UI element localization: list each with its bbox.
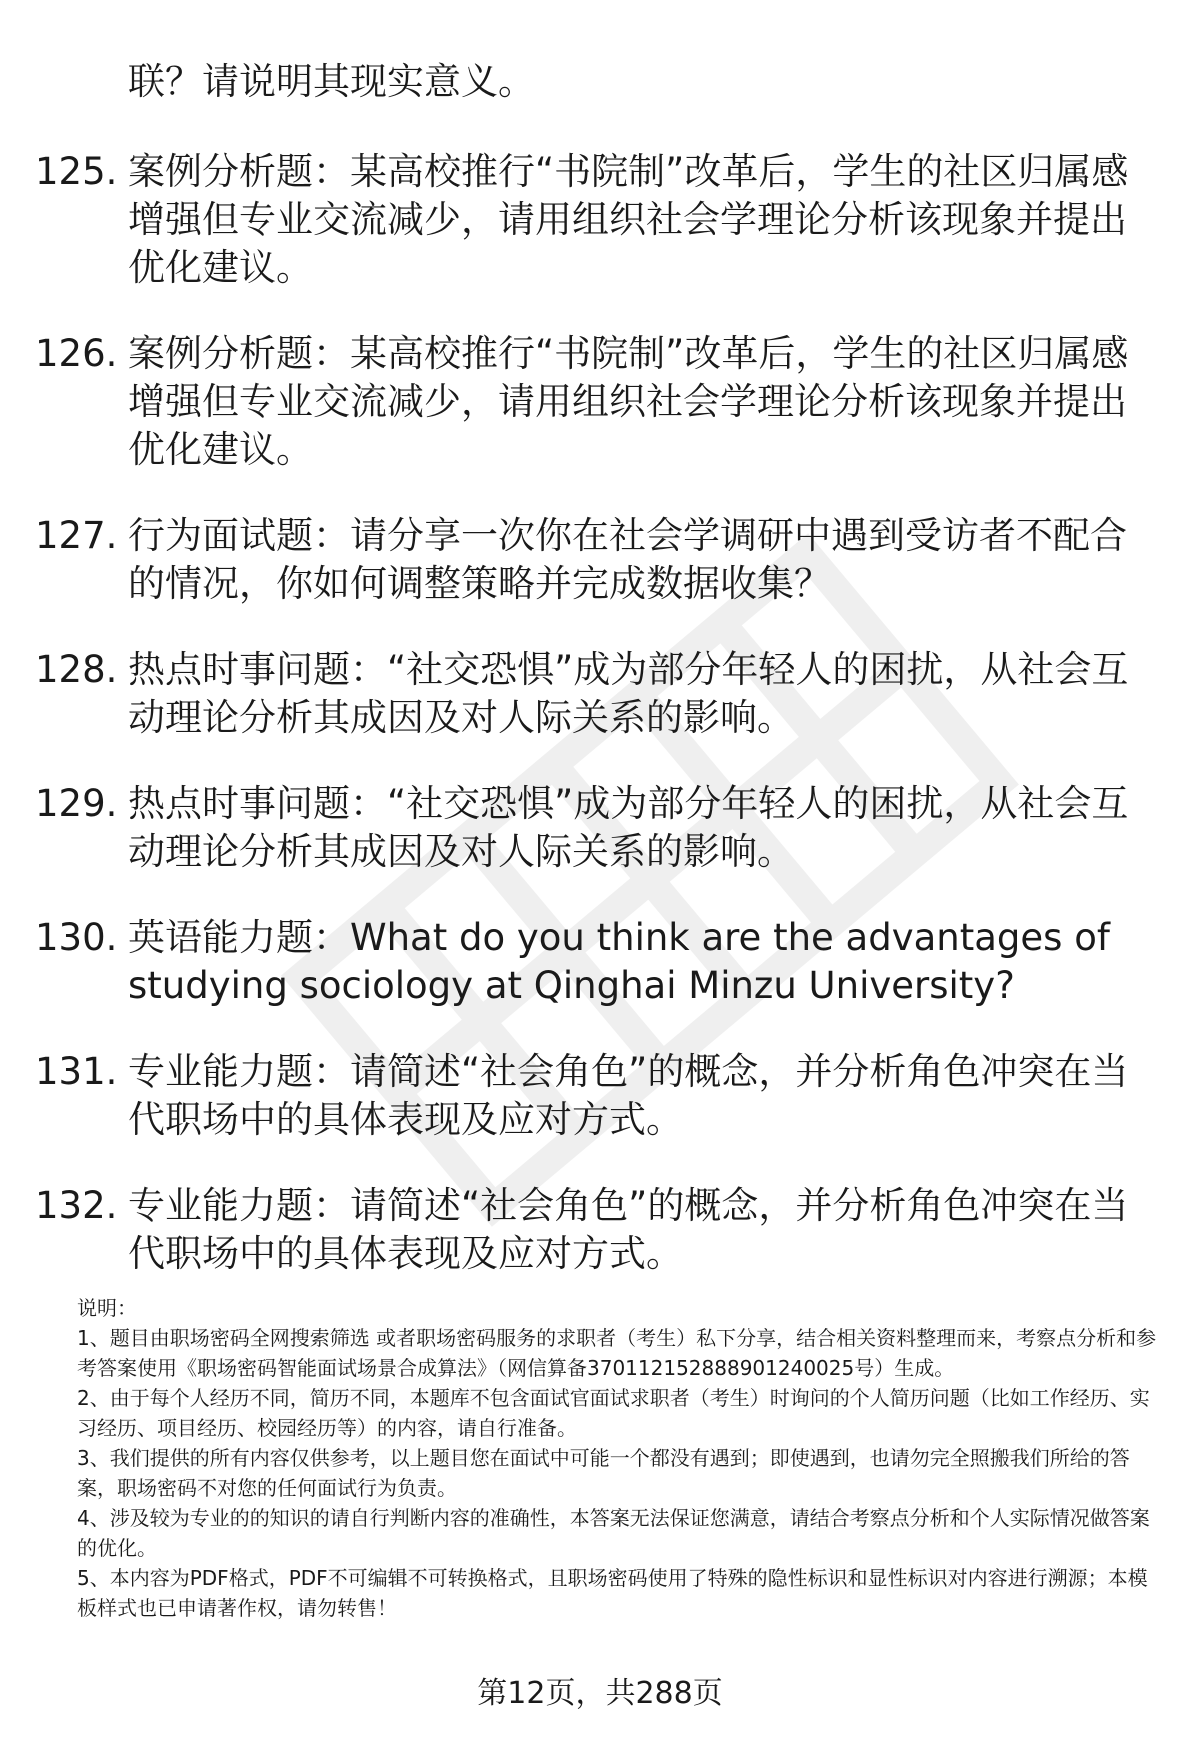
question-number: 132.	[35, 1184, 118, 1227]
question-continuation-text: 联？请说明其现实意义。	[128, 60, 535, 103]
question-text: 行为面试题：请分享一次你在社会学调研中遇到受访者不配合的情况，你如何调整策略并完成数据收集？	[128, 514, 1127, 605]
question-number: 130.	[35, 916, 118, 959]
question-text: 英语能力题：What do you think are the advantages of studying sociology at Qinghai Minzu University?	[128, 916, 1110, 1007]
question-text: 专业能力题：请简述“社会角色”的概念，并分析角色冲突在当代职场中的具体表现及应对方式。	[128, 1050, 1129, 1141]
note-item: 4、涉及较为专业的的知识的请自行判断内容的准确性，本答案无法保证您满意，请结合考察点分析和个人实际情况做答案的优化。	[77, 1506, 1150, 1560]
note-item: 5、本内容为PDF格式，PDF不可编辑不可转换格式，且职场密码使用了特殊的隐性标识和显性标识对内容进行溯源；本模板样式也已申请著作权，请勿转售！	[77, 1566, 1148, 1620]
question-list	[0, 58, 1200, 1316]
note-item: 2、由于每个人经历不同，简历不同，本题库不包含面试官面试求职者（考生）时询问的个人简历问题（比如工作经历、实习经历、项目经历、校园经历等）的内容，请自行准备。	[77, 1386, 1150, 1440]
page-number: 第12页，共288页	[477, 1676, 723, 1711]
notes-title: 说明：	[77, 1296, 137, 1320]
question-text: 案例分析题：某高校推行“书院制”改革后，学生的社区归属感增强但专业交流减少，请用组织社会学理论分析该现象并提出优化建议。	[128, 332, 1129, 471]
question-number: 126.	[35, 332, 118, 375]
question-item	[0, 330, 1200, 474]
question-item	[0, 512, 1200, 608]
question-text: 案例分析题：某高校推行“书院制”改革后，学生的社区归属感增强但专业交流减少，请用组织社会学理论分析该现象并提出优化建议。	[128, 150, 1129, 289]
note-item: 3、我们提供的所有内容仅供参考，以上题目您在面试中可能一个都没有遇到；即使遇到，也请勿完全照搬我们所给的答案，职场密码不对您的任何面试行为负责。	[77, 1446, 1130, 1500]
question-number: 131.	[35, 1050, 118, 1093]
question-item	[0, 780, 1200, 876]
question-item	[0, 646, 1200, 742]
notes-section	[77, 1293, 1162, 1623]
question-number: 125.	[35, 150, 118, 193]
question-continuation	[0, 58, 1200, 106]
note-item: 1、题目由职场密码全网搜索筛选 或者职场密码服务的求职者（考生）私下分享，结合相关资料整理而来，考察点分析和参考答案使用《职场密码智能面试场景合成算法》（网信算备370112152888901240025号）生成。	[77, 1326, 1157, 1380]
question-text: 专业能力题：请简述“社会角色”的概念，并分析角色冲突在当代职场中的具体表现及应对方式。	[128, 1184, 1129, 1275]
question-item	[0, 1048, 1200, 1144]
question-text: 热点时事问题：“社交恐惧”成为部分年轻人的困扰，从社会互动理论分析其成因及对人际关系的影响。	[128, 782, 1129, 873]
question-item	[0, 914, 1200, 1010]
question-number: 127.	[35, 514, 118, 557]
question-number: 128.	[35, 648, 118, 691]
question-item	[0, 148, 1200, 292]
question-number: 129.	[35, 782, 118, 825]
question-item	[0, 1182, 1200, 1278]
question-text: 热点时事问题：“社交恐惧”成为部分年轻人的困扰，从社会互动理论分析其成因及对人际关系的影响。	[128, 648, 1129, 739]
